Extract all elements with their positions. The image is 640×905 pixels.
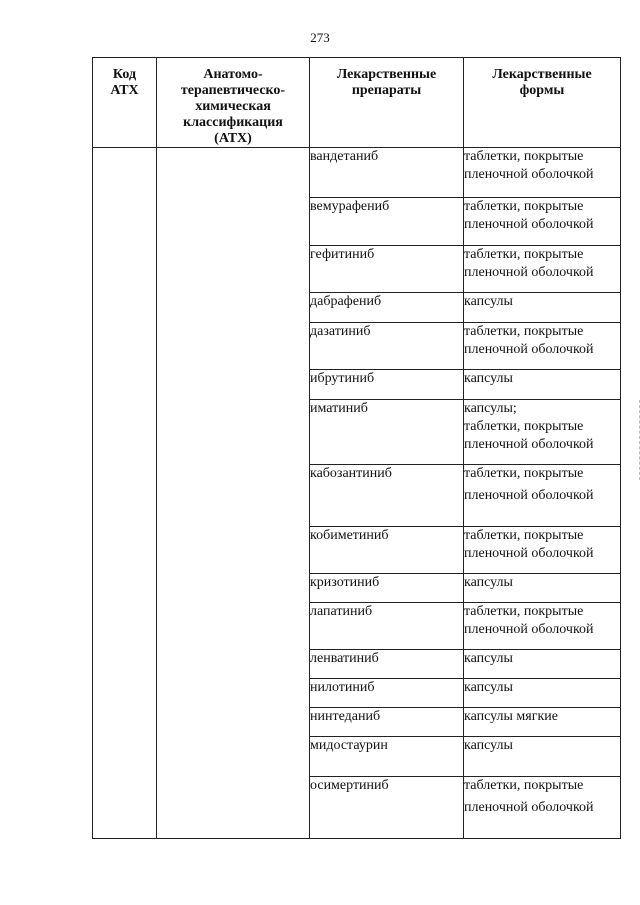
header-atx-classification: Анатомо-терапевтическо-химическая классификация (АТХ) [157, 58, 310, 148]
dosage-form-line: пленочной оболочкой [464, 167, 594, 182]
dosage-form [464, 650, 621, 679]
dosage-form-line: капсулы [464, 575, 513, 590]
dosage-form-line: капсулы мягкие [464, 709, 558, 724]
dosage-form-line: капсулы [464, 294, 513, 309]
drug-name: кризотиниб [310, 574, 464, 603]
dosage-form-line: капсулы [464, 651, 513, 666]
dosage-form [464, 603, 621, 650]
drug-name: вандетаниб [310, 148, 464, 198]
dosage-form-line: капсулы [464, 680, 513, 695]
header-atx-code: Код АТХ [93, 58, 157, 148]
dosage-form [464, 737, 621, 777]
dosage-form-line: пленочной оболочкой [464, 342, 594, 357]
dosage-form [464, 777, 621, 839]
dosage-form-line: таблетки, покрытые [464, 324, 584, 339]
drug-name: дабрафениб [310, 293, 464, 323]
dosage-form [464, 148, 621, 198]
dosage-form-line: пленочной оболочкой [464, 437, 594, 452]
dosage-form-line: таблетки, покрытые [464, 247, 584, 262]
dosage-form [464, 246, 621, 293]
table-body [93, 148, 621, 839]
table-header [93, 58, 621, 148]
dosage-form-line: таблетки, покрытые [464, 149, 584, 164]
page-number: 273 [310, 30, 330, 45]
dosage-form-line: таблетки, покрытые [464, 778, 584, 793]
atx-medication-table [92, 57, 621, 839]
drug-name: дазатиниб [310, 323, 464, 370]
dosage-form [464, 293, 621, 323]
dosage-form-line: таблетки, покрытые [464, 466, 584, 481]
dosage-form-line: таблетки, покрытые [464, 199, 584, 214]
dosage-form [464, 400, 621, 465]
dosage-form [464, 574, 621, 603]
dosage-form-line: пленочной оболочкой [464, 546, 594, 561]
dosage-form [464, 323, 621, 370]
dosage-form [464, 198, 621, 246]
dosage-form [464, 527, 621, 574]
dosage-form-line: таблетки, покрытые [464, 419, 584, 434]
drug-name: нинтеданиб [310, 708, 464, 737]
drug-name: гефитиниб [310, 246, 464, 293]
dosage-form-line: таблетки, покрытые [464, 604, 584, 619]
dosage-form-line: пленочной оболочкой [464, 217, 594, 232]
dosage-form-line: пленочной оболочкой [464, 265, 594, 280]
table-row [93, 148, 621, 198]
drug-name: осимертиниб [310, 777, 464, 839]
dosage-form [464, 465, 621, 527]
dosage-form-line: капсулы; [464, 401, 517, 416]
dosage-form-line: капсулы [464, 738, 513, 753]
atx-classification-cell [157, 148, 310, 839]
drug-name: вемурафениб [310, 198, 464, 246]
dosage-form [464, 708, 621, 737]
drug-name: кобиметиниб [310, 527, 464, 574]
drug-name: ленватиниб [310, 650, 464, 679]
dosage-form-line: пленочной оболочкой [464, 488, 594, 503]
dosage-form-line: пленочной оболочкой [464, 800, 594, 815]
dosage-form-line: таблетки, покрытые [464, 528, 584, 543]
drug-name: нилотиниб [310, 679, 464, 708]
dosage-form-line: капсулы [464, 371, 513, 386]
dosage-form [464, 679, 621, 708]
header-medications: Лекарственные препараты [310, 58, 464, 148]
drug-name: кабозантиниб [310, 465, 464, 527]
dosage-form-line: пленочной оболочкой [464, 622, 594, 637]
drug-name: лапатиниб [310, 603, 464, 650]
header-dosage-forms: Лекарственные формы [464, 58, 621, 148]
drug-name: иматиниб [310, 400, 464, 465]
header-row [93, 58, 621, 148]
drug-name: ибрутиниб [310, 370, 464, 400]
atx-code-cell [93, 148, 157, 839]
drug-name: мидостаурин [310, 737, 464, 777]
dosage-form [464, 370, 621, 400]
